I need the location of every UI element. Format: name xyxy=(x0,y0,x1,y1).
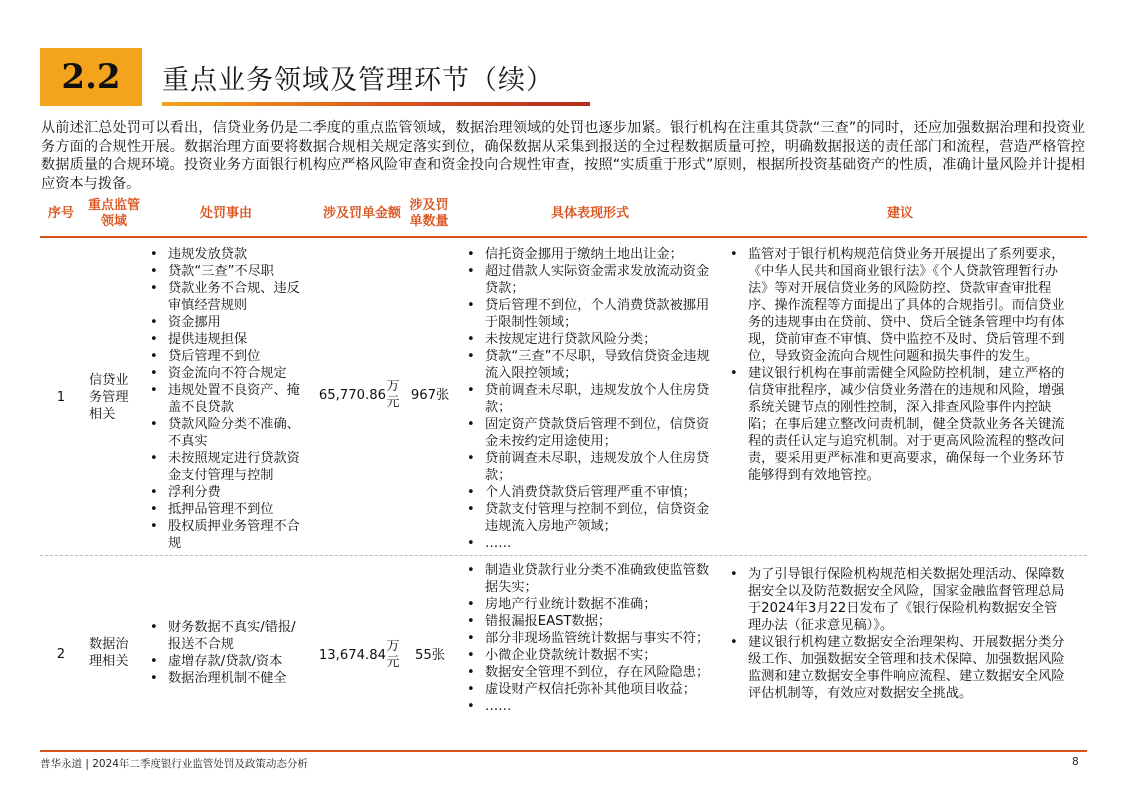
header-amount: 涉及罚单金额 xyxy=(322,206,401,221)
header-issues: 处罚事由 xyxy=(199,206,252,221)
row2-issues-list xyxy=(146,619,304,687)
list-item: • 错报漏报EAST数据； xyxy=(463,613,719,630)
section-number-badge: 2.2 xyxy=(40,48,142,106)
row2-amount-unit: 万元 xyxy=(386,639,400,670)
list-item: • 违规发放贷款 xyxy=(146,246,304,263)
row2-area: 数据治理相关 xyxy=(89,637,129,669)
list-item: • 贷前调查未尽职，违规发放个人住房贷款； xyxy=(463,382,719,416)
header-advice: 建议 xyxy=(886,206,913,221)
list-item: • 个人消费贷款贷后管理严重不审慎； xyxy=(463,484,719,501)
list-item: • 部分非现场监管统计数据与事实不符； xyxy=(463,630,719,647)
list-item: • 抵押品管理不到位 xyxy=(146,501,304,518)
list-item: • …… xyxy=(463,535,719,552)
title-underline xyxy=(162,102,590,106)
list-item: • 虚增存款/贷款/资本 xyxy=(146,653,304,670)
table-header xyxy=(40,196,1087,236)
header-count: 涉及罚单数量 xyxy=(409,198,449,229)
list-item: • 贷后管理不到位，个人消费贷款被挪用于限制性领域； xyxy=(463,297,719,331)
list-item: • 未按照规定进行贷款资金支付管理与控制 xyxy=(146,450,304,484)
row1-details-list xyxy=(463,246,719,552)
row1-advice-list xyxy=(726,246,1066,484)
row1-no: 1 xyxy=(56,389,66,405)
list-item: • 财务数据不真实/错报/报送不合规 xyxy=(146,619,304,653)
list-item: • 信托资金挪用于缴纳土地出让金； xyxy=(463,246,719,263)
list-item: • …… xyxy=(463,698,719,715)
list-item: • 资金挪用 xyxy=(146,314,304,331)
list-item: • 贷前调查未尽职，违规发放个人住房贷款； xyxy=(463,450,719,484)
row2-advice-list xyxy=(726,566,1066,702)
list-item: • 固定资产贷款贷后管理不到位，信贷资金未按约定用途使用； xyxy=(463,416,719,450)
list-item: • 贷后管理不到位 xyxy=(146,348,304,365)
row1-amount xyxy=(306,378,400,412)
header-no: 序号 xyxy=(47,206,74,221)
list-item: • 制造业贷款行业分类不准确致使监管数据失实； xyxy=(463,562,719,596)
intro-paragraph: 从前述汇总处罚可以看出，信贷业务仍是二季度的重点监管领域，数据治理领域的处罚也逐步加紧。银行机构在注重其贷款“三查”的同时，还应加强数据治理和投资业务方面的合规性开展。数据治理方面要将数据合规相关规定落实到位，确保数据从采集到报送的全过程数据质量可控，明确数据报送的责任部门和流程，营造严格管控数据质量的合规环境。投资业务方面银行机构应严格风险审查和资金投向合规性审查，按照“实质重于形式”原则，根据所投资基础资产的性质，准确计量风险并计提相应资本与拨备。 xyxy=(41,120,1085,192)
row1-count: 967张 xyxy=(410,387,450,403)
list-item: • 贷款风险分类不准确、不真实 xyxy=(146,416,304,450)
list-item: • 为了引导银行保险机构规范相关数据处理活动、保障数据安全以及防范数据安全风险，国家金融监督管理总局于2024年3月22日发布了《银行保险机构数据安全管理办法（征求意见稿）》。 xyxy=(726,566,1066,634)
row2-amount xyxy=(306,638,400,672)
list-item: • 贷款“三查”不尽职，导致信贷资金违规流入限控领域； xyxy=(463,348,719,382)
row2-details-list xyxy=(463,562,719,715)
list-item: • 小微企业贷款统计数据不实； xyxy=(463,647,719,664)
row1-amount-unit: 万元 xyxy=(386,379,400,410)
page-title: 重点业务领域及管理环节（续） xyxy=(162,65,554,96)
header-details: 具体表现形式 xyxy=(550,206,629,221)
footer-text: 普华永道 | 2024年二季度银行业监管处罚及政策动态分析 xyxy=(40,758,308,770)
list-item: • 监管对于银行机构规范信贷业务开展提出了系列要求，《中华人民共和国商业银行法》《个人贷款管理暂行办法》等对开展信贷业务的风险防控、贷款审查审批程序、操作流程等方面提出了具体的合规指引。而信贷业务的违规事由在贷前、贷中、贷后全链条管理中均有体现，贷前审查不审慎、贷中监控不及时、贷后管理不到位，导致资金流向合规性问题和损失事件的发生。 xyxy=(726,246,1066,365)
footer-rule xyxy=(40,750,1087,752)
list-item: • 数据安全管理不到位，存在风险隐患； xyxy=(463,664,719,681)
list-item: • 资金流向不符合规定 xyxy=(146,365,304,382)
row2-no: 2 xyxy=(56,646,66,662)
row2-amount-value: 13,674.84 xyxy=(318,647,386,663)
header-area: 重点监管领域 xyxy=(87,198,140,229)
list-item: • 建议银行机构在事前需健全风险防控机制，建立严格的信贷审批程序，减少信贷业务潜在的违规和风险，增强系统关键节点的刚性控制，深入排查风险事件内控缺陷；在事后建立整改问责机制，健全贷款业务各关键流程的责任认定与追究机制。对于更高风险流程的整改问责，要采用更严标准和更高要求，确保每一个业务环节能够得到有效地管控。 xyxy=(726,365,1066,484)
list-item: • 贷款支付管理与控制不到位，信贷资金违规流入房地产领域； xyxy=(463,501,719,535)
row-divider xyxy=(40,555,1087,556)
list-item: • 股权质押业务管理不合规 xyxy=(146,518,304,552)
list-item: • 数据治理机制不健全 xyxy=(146,670,304,687)
list-item: • 房地产行业统计数据不准确； xyxy=(463,596,719,613)
list-item: • 提供违规担保 xyxy=(146,331,304,348)
list-item: • 贷款业务不合规、违反审慎经营规则 xyxy=(146,280,304,314)
row1-amount-value: 65,770.86 xyxy=(318,387,386,403)
list-item: • 建议银行机构建立数据安全治理架构、开展数据分类分级工作、加强数据安全管理和技术保障、加强数据风险监测和建立数据安全事件响应流程、建立数据安全风险评估机制等，有效应对数据安全挑战。 xyxy=(726,634,1066,702)
header-rule xyxy=(40,236,1087,238)
list-item: • 超过借款人实际资金需求发放流动资金贷款； xyxy=(463,263,719,297)
page-number: 8 xyxy=(1072,756,1079,768)
row1-issues-list xyxy=(146,246,304,552)
row2-count: 55张 xyxy=(415,647,445,663)
row1-area: 信贷业务管理相关 xyxy=(89,373,129,422)
list-item: • 虚设财产权信托弥补其他项目收益； xyxy=(463,681,719,698)
list-item: • 贷款“三查”不尽职 xyxy=(146,263,304,280)
list-item: • 浮利分费 xyxy=(146,484,304,501)
list-item: • 违规处置不良资产、掩盖不良贷款 xyxy=(146,382,304,416)
list-item: • 未按规定进行贷款风险分类； xyxy=(463,331,719,348)
